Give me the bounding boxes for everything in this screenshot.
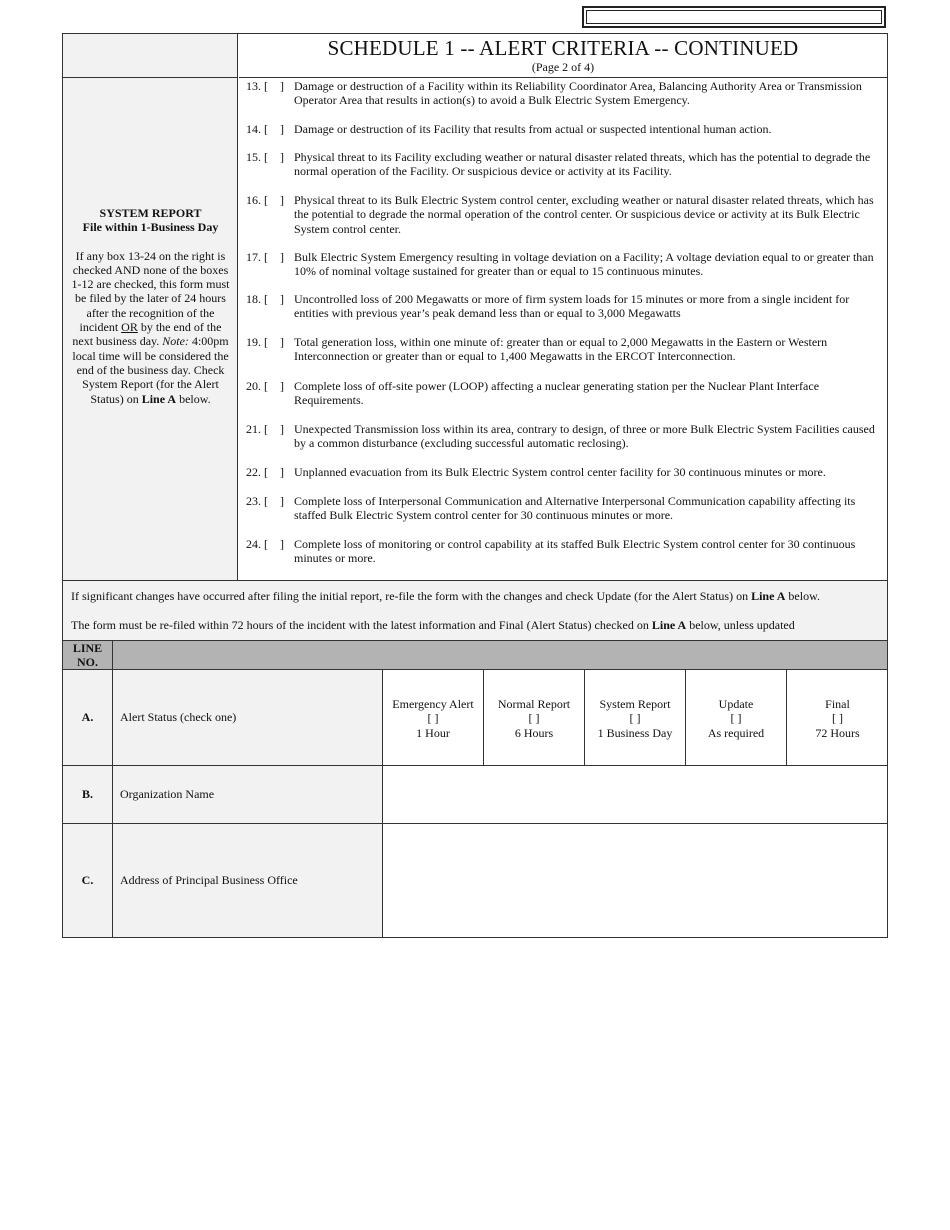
criterion-text: Total generation loss, within one minute of: greater than or equal to 2,000 Megawatts in the Eastern or Western Interconnection or greater than or equal to 1,400 Megawatts in the ERCOT Interconnection. [294,335,828,364]
option-deadline: 6 Hours [514,725,554,740]
option-emergency-alert[interactable] [383,670,484,765]
row-label: Alert Status (check one) [113,670,383,765]
criterion-text: Unplanned evacuation from its Bulk Electric System control center facility for 30 continuous minutes or more. [294,465,826,479]
criterion-checkbox[interactable]: 22. [ ] [246,465,284,479]
option-normal-report[interactable] [484,670,585,765]
option-deadline: As required [707,725,765,740]
schedule-table [62,33,888,581]
criterion-checkbox[interactable]: 14. [ ] [246,122,284,136]
criterion-checkbox[interactable]: 19. [ ] [246,335,284,349]
desc-text: below. [176,391,211,406]
option-name: Final [825,697,850,711]
alert-status-options [383,670,887,765]
option-deadline: 1 Hour [416,725,450,740]
form-id-field[interactable] [582,6,886,28]
desc-note: Note: [162,334,189,349]
criterion-text: Damage or destruction of its Facility that results from actual or suspected intentional human action. [294,122,772,136]
note-line-ref: Line A [651,618,687,632]
note-text: below, unless updated [686,618,795,632]
note-text: below. [785,589,820,603]
criterion-checkbox[interactable]: 21. [ ] [246,422,284,436]
criterion-text: Physical threat to its Bulk Electric System control center, excluding weather or natural disaster related threats, which has the potential to degrade the normal operation of the control center. Or suspicious device or activity at its Bulk Electric System control center. [294,193,874,236]
note-line-ref: Line A [751,589,786,603]
option-checkbox[interactable]: [ ] [629,711,641,726]
criterion-checkbox[interactable]: 17. [ ] [246,250,284,264]
criterion-checkbox[interactable]: 23. [ ] [246,494,284,508]
criterion-text: Unexpected Transmission loss within its area, contrary to design, of three or more Bulk Electric System Facilities caused by a common disturbance (excluding successful automatic reclosing). [294,422,875,451]
option-name: System Report [599,697,671,711]
criterion-text: Bulk Electric System Emergency resulting in voltage deviation on a Facility; A voltage deviation equal to or greater than 10% of nominal voltage sustained for greater than or equal to 15 continuous minutes. [294,250,874,279]
row-label: Address of Principal Business Office [113,824,383,937]
line-no-label: NO. [77,654,98,669]
option-checkbox[interactable]: [ ] [427,711,439,726]
row-id: C. [63,824,113,937]
left-column [63,34,238,580]
organization-name-field[interactable] [383,766,887,823]
criterion-text: Damage or destruction of a Facility within its Reliability Coordinator Area, Balancing Authority Area or Transmission Operator Area that results in action(s) to avoid a Bulk Electric System Emergency. [294,79,862,108]
criterion-text: Complete loss of monitoring or control capability at its staffed Bulk Electric System control center for 30 continuous minutes or more. [294,537,856,566]
option-checkbox[interactable]: [ ] [528,711,540,726]
line-no-header [63,641,113,670]
desc-text: by the end of the next business day. [72,320,222,349]
system-report-description [69,249,232,406]
option-final[interactable] [787,670,888,765]
criterion-checkbox[interactable]: 20. [ ] [246,379,284,393]
desc-text: If any box 13-24 on the right is checked AND none of the boxes 1-12 are checked, this form must be filed by the later of 24 hours after the recognition of the incident [71,248,230,335]
option-name: Update [718,697,754,711]
row-organization-name [63,766,887,824]
criterion-checkbox[interactable]: 16. [ ] [246,193,284,207]
business-address-field[interactable] [383,824,887,937]
row-id: B. [63,766,113,823]
criterion-checkbox[interactable]: 18. [ ] [246,292,284,306]
note-text: If significant changes have occurred after filing the initial report, re-file the form with the changes and check Update (for the Alert Status) on [71,589,752,603]
system-report-block [69,206,232,406]
option-system-report[interactable] [585,670,686,765]
page-title: SCHEDULE 1 -- ALERT CRITERIA -- CONTINUED [327,36,799,60]
criterion-checkbox[interactable]: 15. [ ] [246,150,284,164]
system-report-subheading: File within 1-Business Day [82,220,219,235]
desc-text: 4:00pm local time will be considered the end of the business day. Check System Report (for the Alert Status) on [72,334,229,406]
refile-notes [62,580,888,641]
criterion-text: Uncontrolled loss of 200 Megawatts or more of firm system loads for 15 minutes or more from a single incident for entities with previous year’s peak demand less than or equal to 3,000 Megawatts [294,292,850,321]
row-id: A. [63,670,113,765]
line-no-label: LINE [72,641,103,655]
row-label: Organization Name [113,766,383,823]
criterion-text: Complete loss of Interpersonal Communication and Alternative Interpersonal Communication capability affecting its staffed Bulk Electric System control center for 30 continuous minutes or more. [294,494,856,523]
system-report-heading: SYSTEM REPORT [99,206,202,220]
option-name: Normal Report [497,697,571,711]
criterion-checkbox[interactable]: 13. [ ] [246,79,284,93]
option-checkbox[interactable]: [ ] [730,711,742,726]
line-items-table [62,640,888,938]
note-text: The form must be re-filed within 72 hours of the incident with the latest information and Final (Alert Status) checked on [71,618,652,632]
option-checkbox[interactable]: [ ] [832,711,843,726]
note-update [71,589,820,603]
table-header [63,641,887,670]
note-final [71,618,795,632]
desc-line-ref: Line A [141,391,177,406]
option-deadline: 1 Business Day [597,725,673,740]
page-number: (Page 2 of 4) [531,60,595,74]
option-deadline: 72 Hours [815,725,860,740]
criterion-text: Complete loss of off-site power (LOOP) affecting a nuclear generating station per the Nuclear Plant Interface Requirements. [294,379,820,408]
row-alert-status [63,670,887,766]
criterion-text: Physical threat to its Facility excluding weather or natural disaster related threats, which has the potential to degrade the normal operation of the Facility. Or suspicious device or activity at its Facility. [294,150,871,179]
desc-or: OR [121,320,138,335]
row-business-address [63,824,887,937]
left-header-cell [63,34,238,78]
option-name: Emergency Alert [392,697,474,711]
criterion-checkbox[interactable]: 24. [ ] [246,537,284,551]
schedule-title-cell [239,34,887,78]
option-update[interactable] [686,670,787,765]
